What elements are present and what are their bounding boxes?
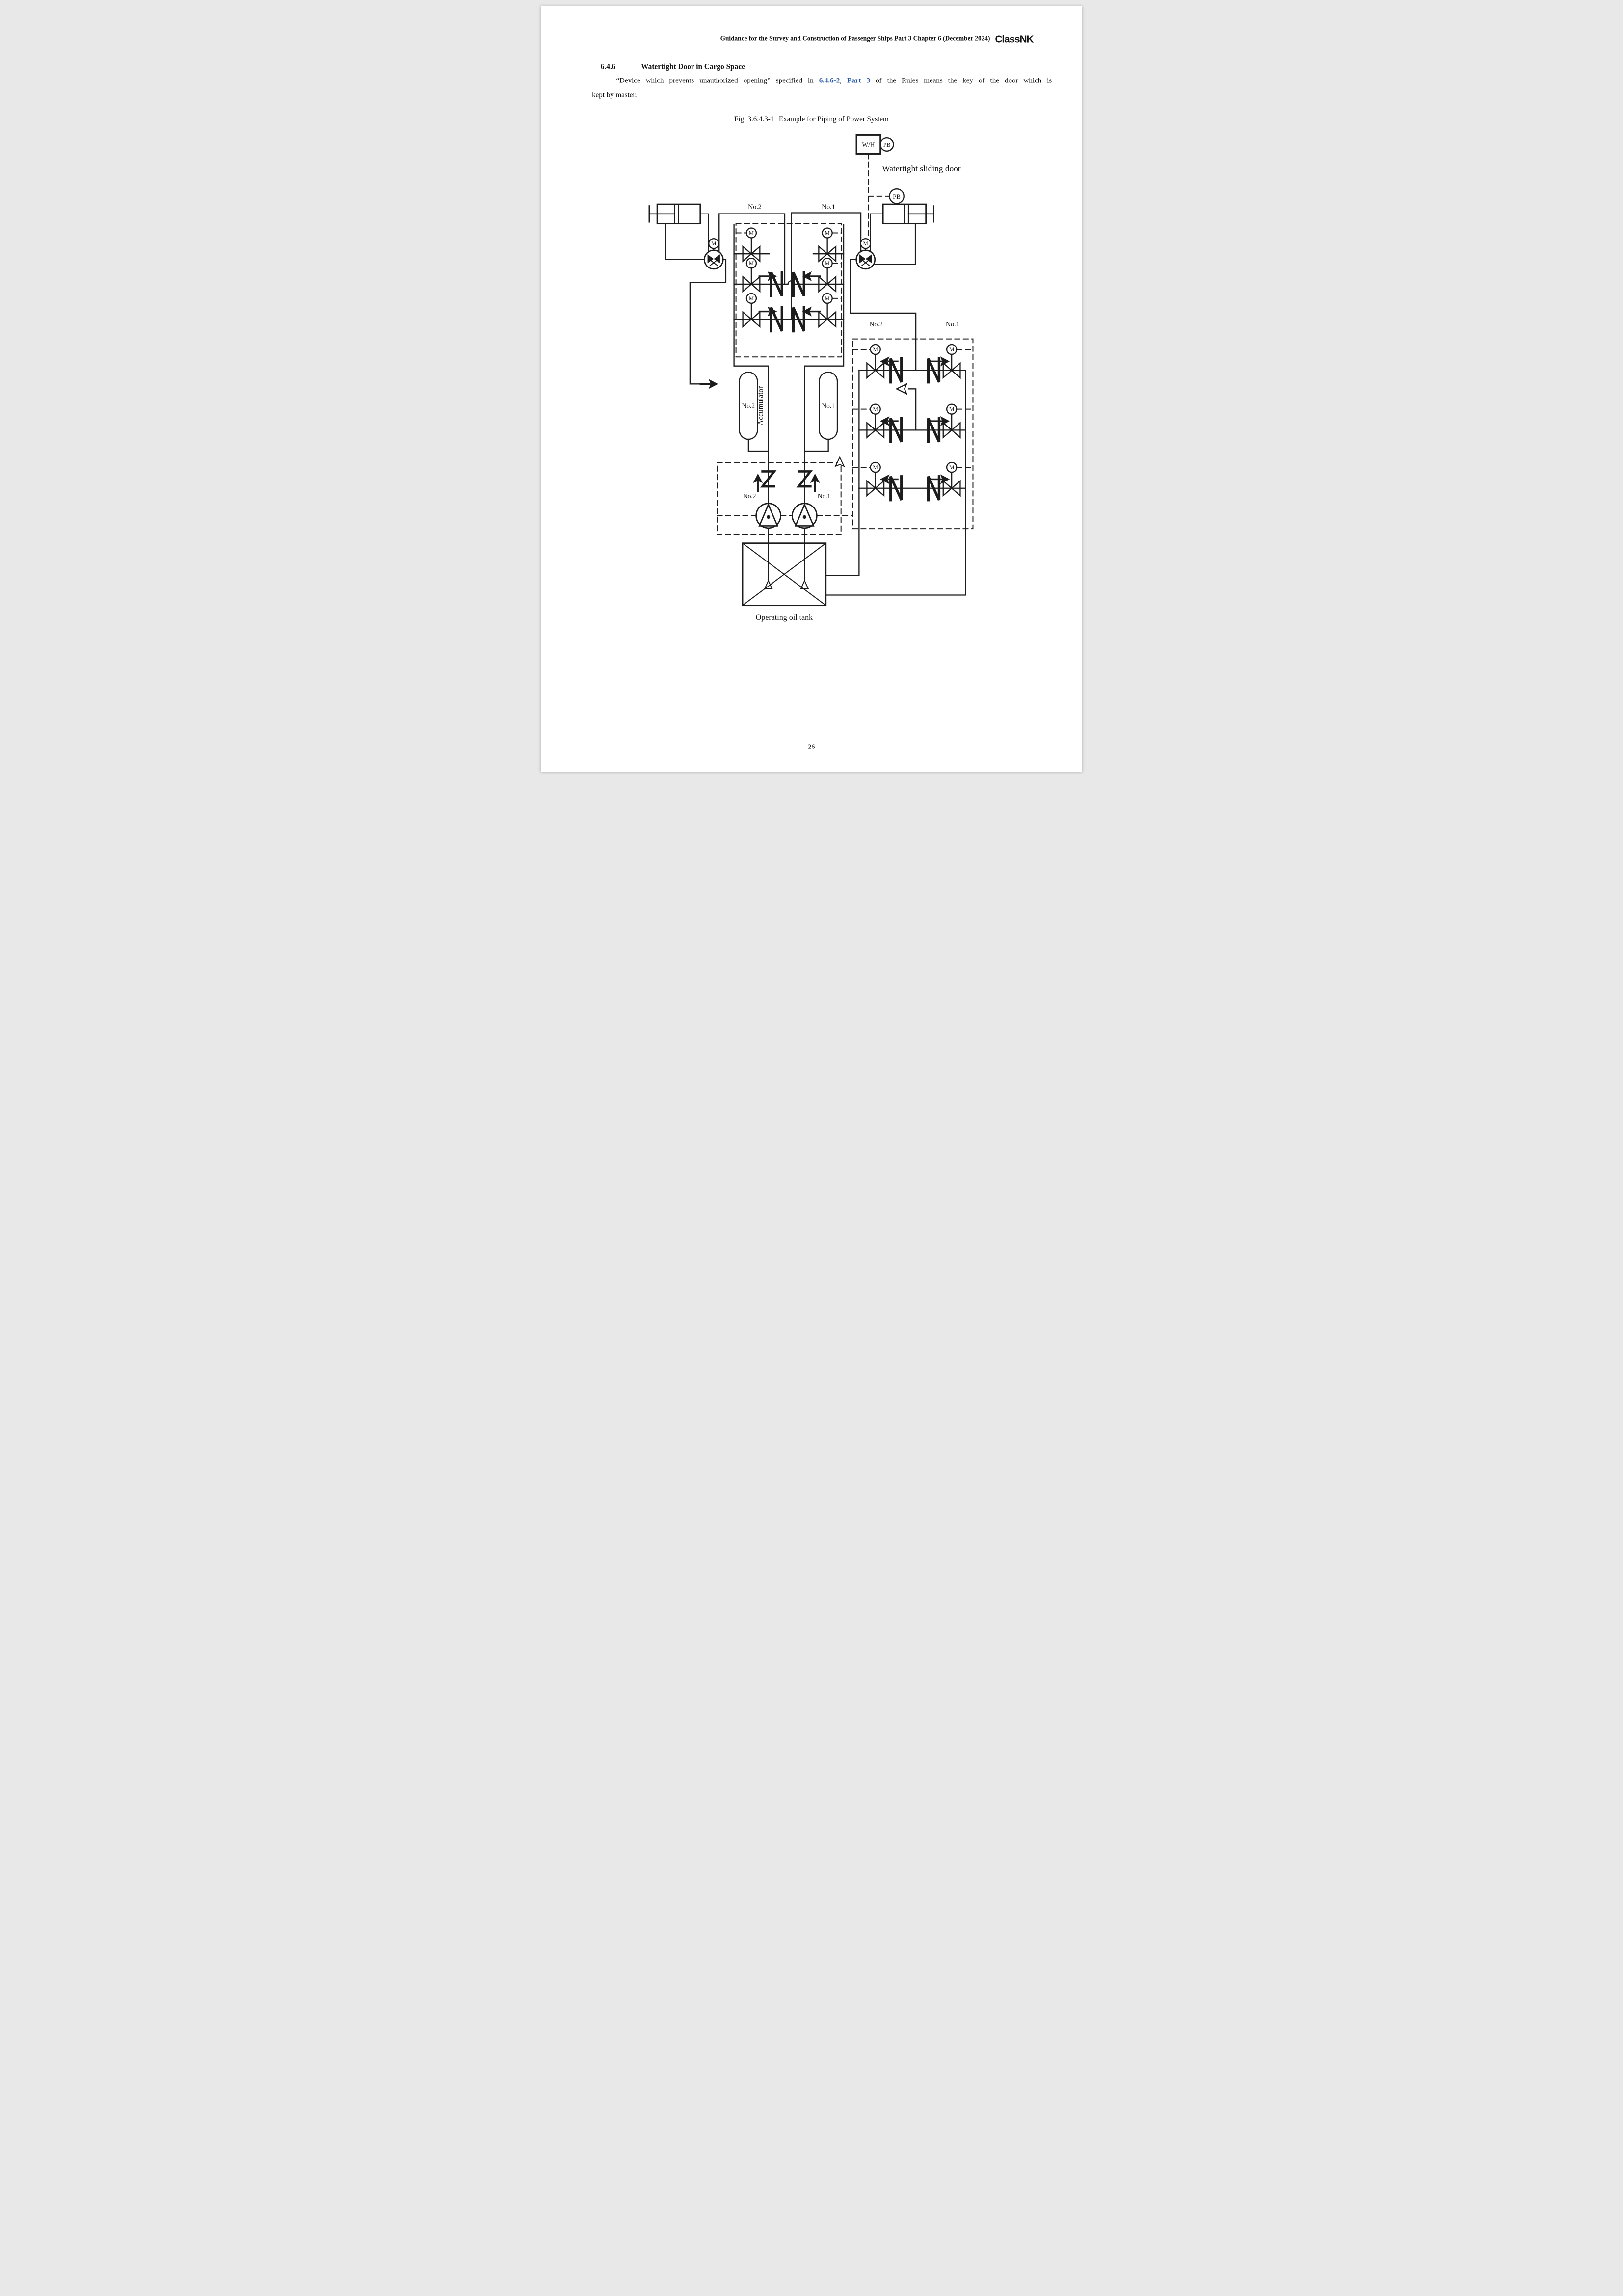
right-valve-group — [826, 345, 966, 595]
motor-label: M — [748, 230, 754, 237]
open-arrow-left-icon — [897, 384, 906, 394]
classnk-logo: ClassNK — [995, 33, 1034, 45]
accumulator-label: Accumulator — [756, 386, 765, 426]
middle-group-no2-label: No.2 — [748, 203, 762, 211]
document-page — [541, 6, 1082, 772]
pump-no1-icon — [792, 504, 817, 528]
wheelhouse-label: W/H — [862, 141, 875, 149]
motor-label: M — [825, 261, 830, 267]
page-header: Guidance for the Survey and Construction of Passenger Ships Part 3 Chapter 6 (December 2024) — [720, 34, 990, 42]
body-paragraph-line1 — [616, 77, 1052, 85]
right-cylinder-pipes — [791, 213, 916, 371]
motor-label: M — [748, 261, 754, 267]
motor-label: M — [949, 465, 955, 471]
pushbutton-label: PB — [893, 193, 901, 200]
door-label: Watertight sliding door — [882, 163, 961, 173]
rule-reference-link[interactable]: 6.4.6-2 — [819, 77, 840, 85]
pump-no2-icon — [756, 504, 781, 528]
flow-arrow-right-icon — [932, 474, 950, 484]
control-dashed-lines — [718, 154, 973, 534]
figure-number: Fig. 3.6.4.3-1 — [734, 115, 774, 124]
page-canvas — [541, 6, 1082, 772]
motor-label: M — [873, 465, 878, 471]
right-group-no2-label: No.2 — [869, 320, 883, 328]
paragraph-text: , — [840, 77, 848, 85]
motor-label: M — [873, 406, 878, 413]
page-number: 26 — [808, 743, 815, 751]
pump-no2-label: No.2 — [743, 492, 756, 500]
motor-label: M — [825, 230, 830, 237]
door-cylinder-right — [883, 204, 933, 223]
open-arrow-up-icon — [835, 457, 844, 466]
figure-caption — [734, 115, 889, 123]
middle-valve-group — [734, 225, 844, 366]
section-number: 6.4.6 — [600, 62, 616, 71]
pushbutton-label: PB — [883, 141, 891, 149]
piping-diagram — [649, 135, 973, 605]
flow-arrow-right-icon — [932, 416, 950, 426]
accumulator-no2-label: No.2 — [742, 402, 755, 410]
motor-label: M — [748, 295, 754, 302]
pump-unit — [753, 366, 844, 589]
text-layer — [592, 34, 1052, 751]
accumulator-no1-label: No.1 — [822, 402, 835, 410]
right-group-no1-label: No.1 — [945, 320, 959, 328]
motor-label: M — [825, 295, 830, 302]
flow-arrow-right-icon — [932, 356, 950, 366]
motor-label: M — [863, 241, 868, 247]
door-cylinder-left — [649, 204, 700, 223]
section-title: Watertight Door in Cargo Space — [641, 62, 745, 71]
figure-title: Example for Piping of Power System — [778, 115, 889, 124]
paragraph-text: of the Rules means the key of the door which is — [870, 77, 1052, 85]
rule-reference-link[interactable]: Part 3 — [847, 77, 871, 85]
motor-label: M — [949, 406, 955, 413]
middle-group-no1-label: No.1 — [822, 203, 835, 211]
motor-label: M — [949, 347, 955, 353]
body-paragraph-line2: kept by master. — [592, 91, 637, 99]
section-heading — [601, 63, 745, 71]
flow-arrow-up-icon — [753, 474, 763, 491]
paragraph-text: “Device which prevents unauthorized opening” specified in — [616, 77, 819, 85]
oil-tank — [743, 543, 826, 606]
flow-arrow-right-icon — [700, 379, 718, 389]
motor-label: M — [873, 347, 878, 353]
motor-label: M — [711, 241, 717, 247]
left-cylinder-pipes — [666, 214, 785, 384]
flow-arrow-up-icon — [810, 474, 820, 491]
pump-no1-label: No.1 — [817, 492, 831, 500]
accumulator-no1 — [804, 372, 837, 451]
tank-label: Operating oil tank — [755, 614, 813, 622]
